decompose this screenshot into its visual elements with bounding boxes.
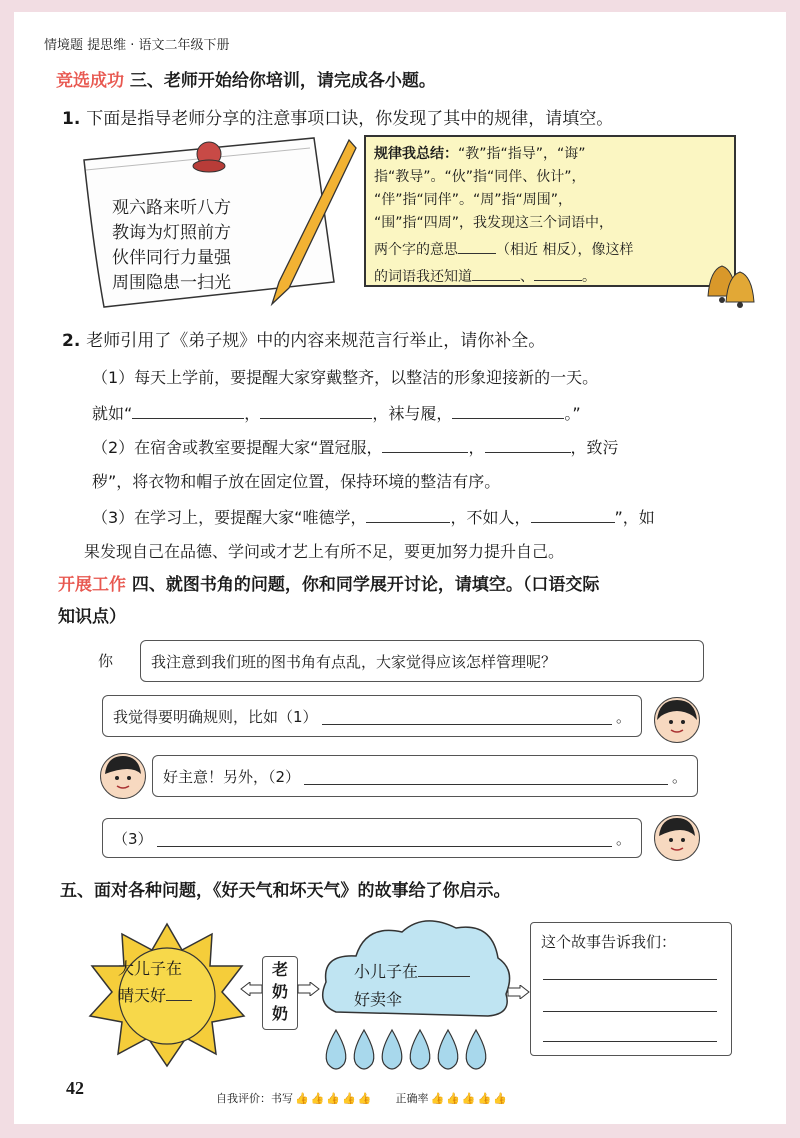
rule-line: “教”指“指导”，“诲”: [458, 146, 586, 162]
period: 。: [582, 269, 596, 285]
avatar-girl: [654, 697, 700, 743]
q2-number: 2.: [62, 331, 81, 351]
separator: 、: [520, 269, 534, 285]
q1-text: 下面是指导老师分享的注意事项口诀，你发现了其中的规律，请填空。: [86, 109, 614, 129]
dizigui-blank-4[interactable]: [382, 434, 468, 453]
poem: [112, 196, 231, 296]
dizigui-blank-2[interactable]: [260, 400, 372, 419]
q2-prompt: [62, 326, 545, 351]
q2-part1: [92, 360, 762, 396]
poem-line: 观六路来听八方: [112, 198, 231, 218]
story-lesson-box: [530, 922, 732, 1056]
q2-text: ”，如: [614, 508, 655, 527]
lesson-line-2[interactable]: [543, 1011, 717, 1012]
q2-text: ，致污: [570, 438, 619, 457]
dizigui-blank-5[interactable]: [485, 434, 571, 453]
accuracy-label: 正确率: [395, 1092, 429, 1105]
q2-part2-line2: 秽”，将衣物和帽子放在固定位置，保持环境的整洁有序。: [92, 472, 501, 491]
arrow-right-icon: [506, 985, 530, 999]
grandma-char: 奶: [271, 1004, 288, 1023]
q2-part1-fill: [92, 396, 762, 432]
q2-text: 老师引用了《弟子规》中的内容来规范言行举止，请你补全。: [86, 331, 546, 351]
q2-part3-line2: 果发现自己在品德、学问或才艺上有所不足，要更加努力提升自己。: [84, 542, 565, 561]
you-speech-text: 我注意到我们班的图书角有点乱，大家觉得应该怎样管理呢？: [151, 652, 557, 671]
q2-text: ，袜与履，: [372, 404, 453, 423]
rule-text: 两个字的意思: [374, 242, 458, 258]
story-lesson-title: 这个故事告诉我们：: [541, 933, 677, 951]
reply-bubble-2: [152, 755, 698, 797]
poem-line: 周围隐患一扫光: [112, 273, 231, 293]
sun-text-line: 晴天好: [118, 986, 167, 1005]
q2-text: 就如“: [92, 404, 133, 423]
reply-text: （3）: [113, 829, 153, 848]
rule-label: 规律我总结：: [374, 146, 458, 162]
q2-text: ，不如人，: [450, 508, 531, 527]
thumb-icon[interactable]: 👍: [357, 1091, 372, 1105]
thumb-icon[interactable]: 👍: [430, 1091, 445, 1105]
q2-text: （3）在学习上，要提醒大家“唯德学，: [92, 508, 367, 527]
self-evaluation: [216, 1090, 507, 1106]
thumb-icon[interactable]: 👍: [295, 1091, 309, 1105]
reply-blank-1[interactable]: [322, 708, 612, 725]
section4-heading: [58, 570, 599, 595]
dizigui-blank-7[interactable]: [531, 504, 615, 523]
comma: ，: [468, 438, 485, 457]
you-speech-bubble: [140, 640, 704, 682]
rule-text: （相近 相反），像这样: [496, 242, 634, 258]
meaning-blank[interactable]: [458, 235, 496, 254]
reply-bubble-3: [102, 818, 642, 858]
section4-title: 四、就图书角的问题，你和同学展开讨论，请填空。（口语交际: [131, 575, 600, 595]
reply-bubble-1: [102, 695, 642, 737]
section3-heading: [56, 66, 436, 91]
section4-title-cont: 知识点）: [58, 607, 126, 627]
rule-summary-box: [364, 135, 736, 287]
grandma-box: [262, 956, 298, 1030]
thumb-icon[interactable]: 👍: [310, 1091, 325, 1105]
sun-text-line: 大儿子在: [118, 959, 183, 978]
reply-blank-2[interactable]: [304, 768, 668, 785]
bells-icon: [700, 252, 760, 308]
q1-number: 1.: [62, 109, 81, 129]
poem-line: 伙伴同行力量强: [112, 248, 231, 268]
word-blank-2[interactable]: [534, 262, 582, 281]
avatar-boy-2: [654, 815, 700, 861]
dizigui-blank-3[interactable]: [452, 400, 564, 419]
comma: ，: [244, 404, 261, 423]
raindrops: [326, 1030, 486, 1069]
period: 。: [615, 707, 631, 726]
rule-line: “伴”指“同伴”。“周”指“周围”，: [374, 192, 573, 208]
q2-text: 。”: [564, 404, 581, 423]
rule-line: “围”指“四周”，我发现这三个词语中，: [374, 215, 614, 231]
dizigui-blank-6[interactable]: [366, 504, 450, 523]
lesson-line-1[interactable]: [543, 979, 717, 980]
avatar-boy-1: [100, 753, 146, 799]
dizigui-blank-1[interactable]: [132, 400, 244, 419]
section4-tag: 开展工作: [58, 575, 126, 595]
q2-line: （1）每天上学前，要提醒大家穿戴整齐，以整洁的形象迎接新的一天。: [92, 368, 599, 387]
thumb-icon[interactable]: 👍: [342, 1091, 356, 1105]
cloud-text-line: 小儿子在: [354, 962, 419, 981]
period: 。: [671, 767, 687, 786]
word-blank-1[interactable]: [472, 262, 520, 281]
q2-text: （2）在宿舍或教室要提醒大家“置冠服，: [92, 438, 383, 457]
rule-line: 指“教导”。“伙”指“同伴、伙计”，: [374, 169, 586, 185]
section3-tag: 竞选成功: [56, 71, 124, 91]
self-eval-label: 自我评价：书写: [216, 1092, 293, 1105]
thumb-icon[interactable]: 👍: [326, 1091, 341, 1105]
reply-text: 好主意！另外，（2）: [163, 767, 301, 786]
sun-blank[interactable]: [166, 982, 192, 1001]
cloud-blank[interactable]: [418, 958, 470, 977]
page-header: 情境题 提思维 · 语文二年级下册: [44, 38, 230, 53]
section3-title: 三、老师开始给你培训，请完成各小题。: [129, 71, 436, 91]
sun-text: [118, 956, 192, 1009]
q2-part2: [92, 430, 762, 466]
cloud-text: [354, 958, 470, 1014]
page-number: 42: [66, 1078, 84, 1098]
reply-blank-3[interactable]: [157, 830, 612, 847]
pushpin-base: [193, 160, 225, 172]
q1-prompt: [62, 104, 613, 129]
thumb-icon[interactable]: 👍: [477, 1091, 492, 1105]
lesson-line-3[interactable]: [543, 1041, 717, 1042]
rule-text: 的词语我还知道: [374, 269, 472, 285]
grandma-char: 奶: [271, 982, 288, 1001]
poem-line: 教诲为灯照前方: [112, 223, 231, 243]
q2-part3: [92, 500, 772, 536]
reply-text: 我觉得要明确规则，比如（1）: [113, 707, 318, 726]
thumb-icon[interactable]: 👍: [446, 1091, 460, 1105]
cloud-text-line: 好卖伞: [354, 990, 403, 1009]
section5-title: 五、面对各种问题，《好天气和坏天气》的故事给了你启示。: [60, 881, 511, 901]
you-label: 你: [98, 652, 114, 670]
grandma-char: 老: [271, 960, 288, 979]
period: 。: [615, 829, 631, 848]
thumb-icon[interactable]: 👍: [493, 1091, 508, 1105]
arrow-left-icon: [240, 982, 264, 996]
thumb-icon[interactable]: 👍: [461, 1091, 476, 1105]
